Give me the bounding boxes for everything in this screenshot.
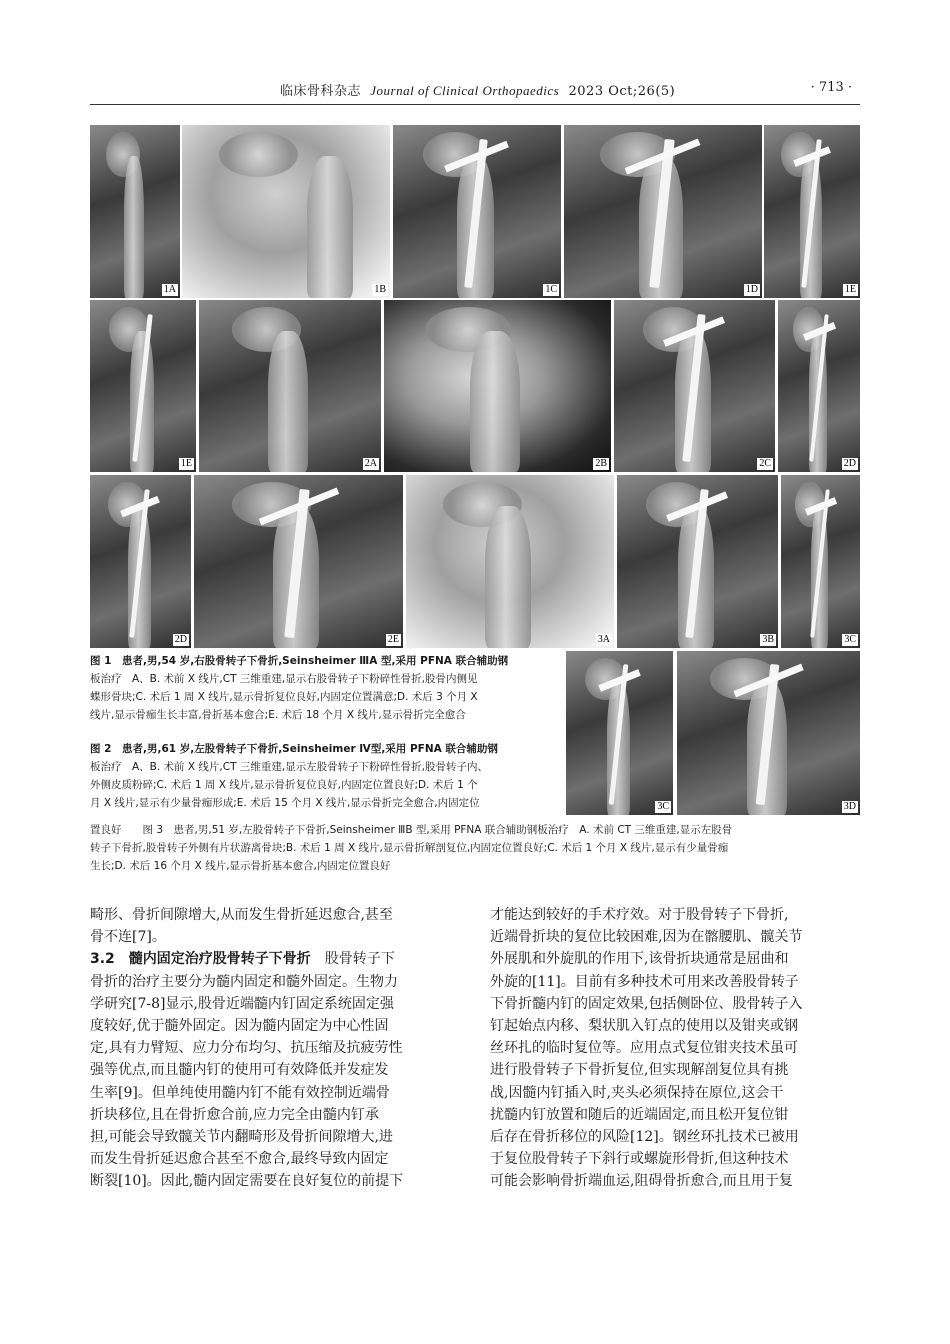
panel-label: 1B — [374, 284, 386, 295]
panel-label: 3C — [657, 801, 669, 812]
xray-panel — [90, 125, 180, 298]
text-line: 外展肌和外旋肌的作用下,该骨折块通常是屈曲和 — [490, 951, 789, 968]
body-right-column — [490, 904, 860, 1193]
caption-line: 蝶形骨块;C. 术后 1 周 X 线片,显示骨折复位良好,内固定位置满意;D. 术后 3 个月 X — [90, 691, 478, 703]
caption-line: 转子下骨折,股骨转子外侧有片状游离骨块;B. 术后 1 周 X 线片,显示骨折解剖复位,内固定位置良好;C. 术后 1 个月 X 线片,显示有少量骨痂 — [90, 842, 729, 854]
caption-line: 置良好 图 3 患者,男,51 岁,左股骨转子下骨折,Seinsheimer ⅢB 型,采用 PFNA 联合辅助钢板治疗 A. 术前 CT 三维重建,显示左股骨 — [90, 824, 733, 836]
text-line: 骨不连[7]。 — [90, 929, 166, 946]
panel-label: 3A — [597, 634, 610, 645]
panel-label: 2B — [595, 458, 607, 469]
ct-panel — [182, 125, 390, 298]
text-line: 丝环扎的临时复位等。应用点式复位钳夹技术虽可 — [490, 1040, 798, 1057]
panel-label: 2E — [387, 634, 399, 645]
xray-panel — [677, 651, 860, 815]
text-line: 而发生骨折延迟愈合甚至不愈合,最终导致内固定 — [90, 1151, 389, 1168]
text-line: 进行股骨转子下骨折复位,但实现解剖复位具有挑 — [490, 1062, 789, 1079]
panel-label: 1A — [163, 284, 176, 295]
text-line: 畸形、骨折间隙增大,从而发生骨折延迟愈合,甚至 — [90, 907, 393, 923]
panel-label: 2D — [174, 634, 187, 645]
ct-panel — [406, 475, 614, 648]
panel-label: 3C — [844, 634, 856, 645]
panel-label: 2A — [364, 458, 377, 469]
text-line: 扰髓内钉放置和随后的近端固定,而且松开复位钳 — [490, 1106, 789, 1123]
panel-label: 1E — [180, 458, 192, 469]
text-line: 断裂[10]。因此,髓内固定需要在良好复位的前提下 — [90, 1173, 404, 1190]
panel-label: 3B — [762, 634, 774, 645]
caption-line: 板治疗 A、B. 术前 X 线片,CT 三维重建,显示右股骨转子下粉碎性骨折,股骨内侧见 — [90, 673, 478, 685]
xray-panel — [564, 125, 762, 298]
text-line: 近端骨折块的复位比较困难,因为在髂腰肌、髋关节 — [490, 929, 803, 946]
panel-label: 2D — [843, 458, 856, 469]
text-line: 骨折的治疗主要分为髓内固定和髓外固定。生物力 — [90, 973, 398, 990]
panel-label: 1C — [545, 284, 557, 295]
xray-panel — [90, 300, 196, 472]
section-heading: 3.2 髓内固定治疗股骨转子下骨折 — [90, 951, 311, 968]
xray-panel — [199, 300, 381, 472]
page-number: · 713 · — [810, 80, 852, 95]
caption-line: 线片,显示骨痂生长丰富,骨折基本愈合;E. 术后 18 个月 X 线片,显示骨折完全愈合 — [90, 709, 466, 721]
figure-3-caption — [90, 821, 860, 875]
journal-title: 临床骨科杂志 Journal of Clinical Orthopaedics 2023 Oct;26(5) — [280, 83, 676, 99]
xray-panel — [778, 300, 860, 472]
text-line: 折块移位,且在骨折愈合前,应力完全由髓内钉承 — [90, 1106, 379, 1123]
body-left-column — [90, 904, 460, 1193]
panel-label: 3D — [843, 801, 856, 812]
text-line: 强等优点,而且髓内钉的使用可有效降低并发症发 — [90, 1062, 389, 1079]
xray-panel — [90, 475, 191, 648]
xray-panel — [194, 475, 403, 648]
caption-line: 板治疗 A、B. 术前 X 线片,CT 三维重建,显示左股骨转子下粉碎性骨折,股骨转子内、 — [90, 761, 489, 773]
text-line: 学研究[7-8]显示,股骨近端髓内钉固定系统固定强 — [90, 995, 394, 1012]
running-header — [90, 78, 860, 105]
xray-panel — [393, 125, 561, 298]
text-line: 于复位股骨转子下斜行或螺旋形骨折,但这种技术 — [490, 1151, 789, 1168]
ct-panel — [384, 300, 611, 472]
xray-panel — [617, 475, 778, 648]
xray-panel — [614, 300, 775, 472]
panel-label: 1D — [745, 284, 758, 295]
xray-panel — [781, 475, 860, 648]
panel-label: 1E — [844, 284, 856, 295]
text-line: 可能会影响骨折端血运,阻碍骨折愈合,而且用于复 — [490, 1173, 793, 1190]
caption-line: 月 X 线片,显示有少量骨痂形成;E. 术后 15 个月 X 线片,显示骨折完全愈合,内固定位 — [90, 797, 480, 809]
text-line: 战,因髓内钉插入时,夹头必须保持在原位,这会干 — [490, 1084, 784, 1101]
figure-2-caption — [90, 740, 560, 812]
figure-1-caption — [90, 652, 560, 724]
text-line: 生率[9]。但单纯使用髓内钉不能有效控制近端骨 — [90, 1084, 390, 1101]
caption-line: 图 1 患者,男,54 岁,右股骨转子下骨折,Seinsheimer ⅢA 型,采用 PFNA 联合辅助钢 — [90, 655, 509, 667]
xray-panel — [566, 651, 673, 815]
panel-label: 2C — [759, 458, 771, 469]
text-line: 下骨折髓内钉的固定效果,包括侧卧位、股骨转子入 — [490, 995, 803, 1012]
text-line: 度较好,优于髓外固定。因为髓内固定为中心性固 — [90, 1018, 389, 1035]
caption-line: 外侧皮质粉碎;C. 术后 1 周 X 线片,显示骨折复位良好,内固定位置良好;D. 术后 1 个 — [90, 779, 478, 791]
text-line: 担,可能会导致髋关节内翻畸形及骨折间隙增大,进 — [90, 1129, 393, 1146]
text-line: 外旋的[11]。目前有多种技术可用来改善股骨转子 — [490, 973, 799, 990]
caption-line: 图 2 患者,男,61 岁,左股骨转子下骨折,Seinsheimer Ⅳ型,采用 PFNA 联合辅助钢 — [90, 743, 498, 755]
xray-panel — [764, 125, 860, 298]
text-line: 才能达到较好的手术疗效。对于股骨转子下骨折, — [490, 907, 789, 923]
text-line: 后存在骨折移位的风险[12]。钢丝环扎技术已被用 — [490, 1129, 799, 1146]
caption-line: 生长;D. 术后 16 个月 X 线片,显示骨折基本愈合,内固定位置良好 — [90, 860, 391, 872]
text-line: 钉起始点内移、梨状肌入钉点的使用以及钳夹或钢 — [490, 1018, 798, 1035]
section-heading-line: 3.2 髓内固定治疗股骨转子下骨折 股骨转子下 — [90, 951, 395, 968]
text-line: 定,具有力臂短、应力分布均匀、抗压缩及抗疲劳性 — [90, 1040, 403, 1057]
